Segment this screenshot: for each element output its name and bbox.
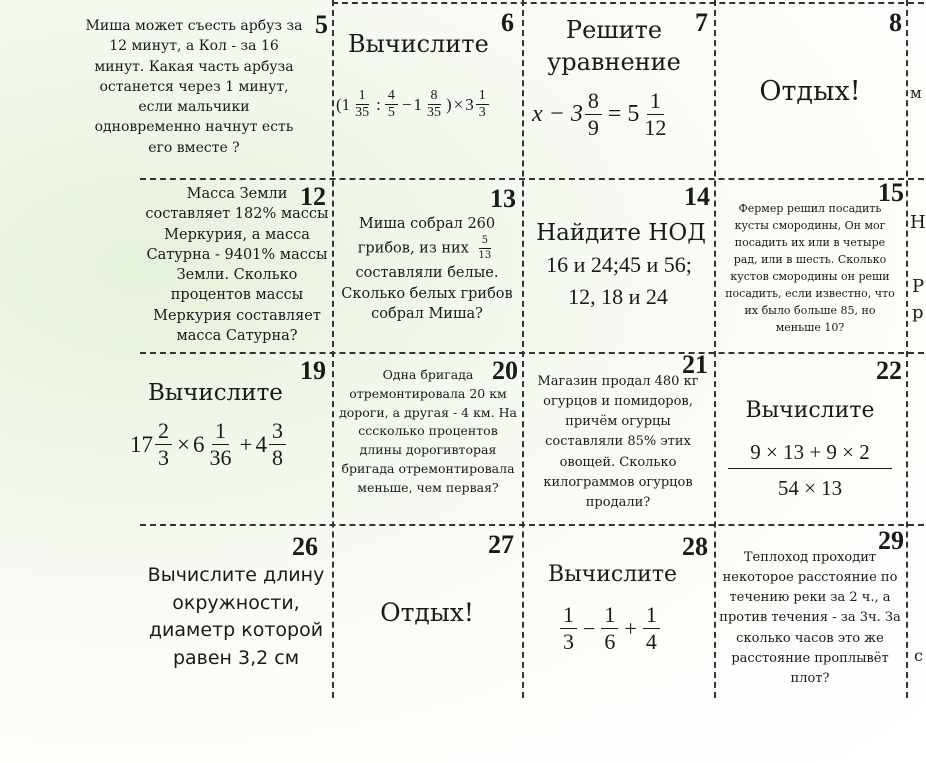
task-line: 12, 18 и 24 [568,284,668,309]
task-number: 27 [488,530,514,559]
task-number: 26 [292,532,318,561]
task-card-29 [714,524,906,698]
task-text: Миша может съесть арбуз за 12 минут, а Кол - за 16 минут. Какая часть арбуза останется через 1 минут, если мальчики одновременно начнут есть его вместе ? [85,18,303,156]
task-card-8 [714,0,906,178]
task-card-7 [522,0,714,178]
edge-fragment: р [912,302,924,323]
task-label: Решите уравнение [547,16,681,77]
task-label: Вычислите [745,398,875,423]
edge-fragment: Р [912,276,925,297]
task-expression: 17 $\frac{2}{3}$ × 6 $\frac{1}{36}$ + 4 $\frac{3}{8}$ [130,418,288,471]
task-card-22 [714,352,906,524]
task-card-5 [85,0,332,178]
task-text: Магазин продал 480 кг огурцов и помидоров, причём огурцы составляли 85% этих овощей. Сколько килограммов огурцов продали? [537,374,699,510]
task-card-12 [140,178,332,352]
task-line: 16 и 24;45 и 56; [546,252,692,277]
task-expression: x − 3 $\frac{8}{9}$ = 5 $\frac{1}{12}$ [532,88,667,140]
edge-fragment: м [910,84,922,102]
task-label: Вычислите [548,562,678,587]
task-label: Вычислите [148,380,283,406]
task-number: 14 [684,182,710,211]
task-card-28 [522,524,714,698]
task-card-26 [140,524,332,698]
task-number: 5 [315,10,328,39]
task-card-15 [714,178,906,352]
task-number: 7 [695,8,708,37]
task-denominator: 54 × 13 [777,476,843,500]
task-number: 29 [878,526,904,555]
task-card-21 [522,352,714,524]
edge-fragment: с [914,646,923,665]
task-card-20 [332,352,522,524]
task-number: 12 [300,182,326,211]
task-expression: ( 1 $\frac{1}{35}$ : $\frac{4}{5}$ − 1 $\frac{8}{35}$ ) × 3 $\frac{1}{3}$ [336,88,491,121]
task-label: Вычислите [348,30,489,58]
task-number: 28 [682,532,708,561]
task-label: Найдите НОД [536,220,706,246]
task-text: Масса Земли составляет 182% массы Меркурия, а масса Сатурна - 9401% массы Земли. Сколько процентов массы Меркурия составляет масса Сатурна? [145,186,329,345]
task-card-19 [130,352,332,524]
task-number: 6 [501,8,514,37]
task-expression: $\frac{1}{3}$ − $\frac{1}{6}$ + $\frac{1}{4}$ [558,602,662,655]
task-card-27 [332,524,522,698]
task-numerator: 9 × 13 + 9 × 2 [728,440,892,469]
task-text: Одна бригада отремонтировала 20 км дороги, а другая - 4 км. На ссcколько процентов длины дорогивторая бригада отремонтировала меньше, чем первая? [339,367,517,495]
task-card-6 [332,0,522,178]
divider [906,0,908,698]
task-number: 13 [490,184,516,213]
task-text: Теплоход проходит некоторое расстояние по течению реки за 2 ч., а против течения - за 3ч. За сколько часов это же расстояние проплывёт плот? [719,550,901,686]
edge-fragment: Н [910,212,926,233]
task-label: Отдых! [759,76,861,107]
task-text: Фермер решил посадить кусты смородины, Он мог посадить их или в четыре рад, или в шесть. Сколько кустов смородины он реши посадить, если известно, что их было больше 85, но меньше 10? [725,202,895,335]
task-text: Вычислите длину окружности, диаметр которой равен 3,2 см [147,564,325,669]
task-card-13 [332,178,522,352]
task-text: Миша собрал 260 грибов, из них $\frac{5}{13}$ составляли белые. Сколько белых грибов собрал Миша? [341,216,513,322]
task-number: 22 [876,356,902,385]
task-number: 21 [682,350,708,379]
task-label: Отдых! [380,598,474,627]
task-number: 8 [889,8,902,37]
task-number: 19 [300,356,326,385]
task-number: 15 [878,178,904,207]
task-number: 20 [492,356,518,385]
task-card-14 [522,178,714,352]
